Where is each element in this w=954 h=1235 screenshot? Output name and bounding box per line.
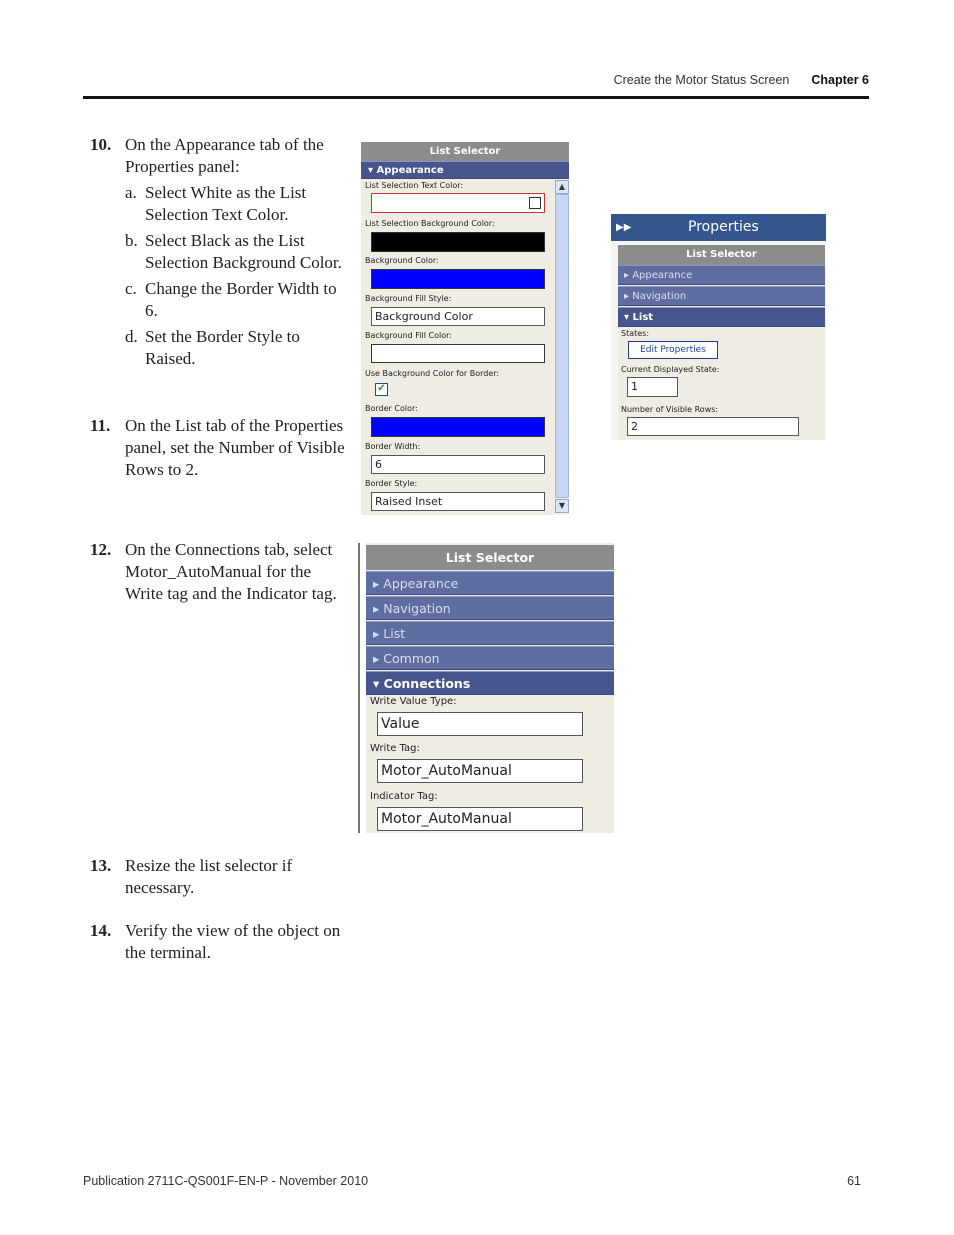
step-text: On the Connections tab, select Motor_AutoManual for the Write tag and the Indicator tag. xyxy=(125,540,337,603)
common-section-header[interactable] xyxy=(366,646,614,670)
collapsed-triangle-icon: ▸ xyxy=(373,601,380,616)
list-section-header[interactable] xyxy=(366,621,614,645)
states-label: States: xyxy=(621,329,650,338)
substep-d xyxy=(125,326,350,370)
navigation-section-header[interactable] xyxy=(618,286,825,306)
fill-style-select[interactable]: Background Color xyxy=(371,307,545,326)
border-width-input[interactable]: 6 xyxy=(371,455,545,474)
section-label: Navigation xyxy=(383,601,451,616)
navigation-section-header[interactable] xyxy=(366,596,614,620)
properties-header xyxy=(611,214,826,241)
selection-bg-color-swatch[interactable] xyxy=(371,232,545,252)
write-tag-label: Write Tag: xyxy=(370,743,420,754)
indicator-tag-label: Indicator Tag: xyxy=(370,791,438,802)
border-width-label: Border Width: xyxy=(365,442,421,451)
bg-color-label: List Selection Background Color: xyxy=(365,219,495,228)
step-number: 11. xyxy=(90,416,111,435)
text-color-swatch[interactable] xyxy=(371,193,545,213)
step-14 xyxy=(90,920,350,964)
step-10 xyxy=(90,134,350,370)
scrollbar[interactable] xyxy=(554,179,569,515)
step-number: 12. xyxy=(90,540,112,559)
visible-rows-input[interactable]: 2 xyxy=(627,417,799,436)
list-section-header[interactable] xyxy=(618,307,825,327)
section-label: Appearance xyxy=(632,270,693,281)
background-color-label: Background Color: xyxy=(365,256,439,265)
step-number: 13. xyxy=(90,856,112,875)
step-text: On the List tab of the Properties panel, set the Number of Visible Rows to 2. xyxy=(125,416,345,479)
collapsed-triangle-icon: ▸ xyxy=(373,626,380,641)
page-number: 61 xyxy=(847,1174,861,1188)
connections-section-header[interactable] xyxy=(366,671,614,695)
text-color-label: List Selection Text Color: xyxy=(365,181,464,190)
appearance-panel-screenshot xyxy=(361,142,569,515)
section-label: Appearance xyxy=(383,576,459,591)
section-title: Create the Motor Status Screen xyxy=(613,73,790,87)
section-label: Connections xyxy=(383,676,471,691)
substep-text: Select White as the List Selection Text Color. xyxy=(145,183,307,224)
substep-text: Set the Border Style to Raised. xyxy=(145,327,300,368)
step-11 xyxy=(90,415,350,481)
expanded-triangle-icon: ▾ xyxy=(368,165,374,176)
border-color-swatch[interactable] xyxy=(371,417,545,437)
panel-title: List Selector xyxy=(361,142,569,161)
collapse-arrows-icon[interactable]: ▶▶ xyxy=(616,222,632,233)
fill-color-label: Background Fill Color: xyxy=(365,331,452,340)
step-text: On the Appearance tab of the Properties panel: xyxy=(125,135,324,176)
connections-panel-screenshot xyxy=(358,543,614,833)
color-picker-icon xyxy=(529,197,541,209)
background-color-swatch[interactable] xyxy=(371,269,545,289)
substep-letter: a. xyxy=(125,183,137,202)
substep-letter: c. xyxy=(125,279,137,298)
step-12 xyxy=(90,539,350,605)
current-state-label: Current Displayed State: xyxy=(621,365,720,374)
scroll-thumb[interactable] xyxy=(555,194,569,498)
step-number: 14. xyxy=(90,921,112,940)
rows-label: Number of Visible Rows: xyxy=(621,405,719,414)
appearance-section-header[interactable] xyxy=(618,265,825,285)
publication-footer: Publication 2711C-QS001F-EN-P - November 2010 xyxy=(83,1174,369,1188)
properties-title: Properties xyxy=(688,219,759,235)
section-label: Appearance xyxy=(376,165,444,176)
list-panel-screenshot xyxy=(611,214,826,440)
substep-text: Select Black as the List Selection Background Color. xyxy=(145,231,342,272)
appearance-section-header[interactable] xyxy=(366,571,614,595)
border-style-label: Border Style: xyxy=(365,479,418,488)
write-tag-input[interactable]: Motor_AutoManual xyxy=(377,759,583,783)
fill-style-label: Background Fill Style: xyxy=(365,294,452,303)
step-number: 10. xyxy=(90,135,112,154)
border-color-label: Border Color: xyxy=(365,404,418,413)
panel-left-edge xyxy=(358,543,360,833)
expanded-triangle-icon: ▾ xyxy=(373,676,380,691)
section-label: List xyxy=(383,626,406,641)
running-header xyxy=(614,73,869,87)
header-rule xyxy=(83,96,869,99)
section-label: Common xyxy=(383,651,440,666)
indicator-tag-input[interactable]: Motor_AutoManual xyxy=(377,807,583,831)
write-type-select[interactable]: Value xyxy=(377,712,583,736)
panel-title: List Selector xyxy=(366,545,614,570)
substep-text: Change the Border Width to 6. xyxy=(145,279,337,320)
expanded-triangle-icon: ▾ xyxy=(624,312,630,323)
section-label: List xyxy=(632,312,654,323)
appearance-fields xyxy=(361,179,553,515)
substep-letter: b. xyxy=(125,231,138,250)
step-13 xyxy=(90,855,350,899)
step-text: Resize the list selector if necessary. xyxy=(125,856,293,897)
collapsed-triangle-icon: ▸ xyxy=(624,270,630,281)
use-bg-border-label: Use Background Color for Border: xyxy=(365,369,500,378)
write-type-label: Write Value Type: xyxy=(370,696,457,707)
scroll-down-icon[interactable]: ▼ xyxy=(555,499,569,513)
step-text: Verify the view of the object on the terminal. xyxy=(125,921,341,962)
section-label: Navigation xyxy=(632,291,687,302)
collapsed-triangle-icon: ▸ xyxy=(373,576,380,591)
substep-c xyxy=(125,278,350,322)
list-selector-body xyxy=(366,543,614,833)
collapsed-triangle-icon: ▸ xyxy=(624,291,630,302)
border-style-select[interactable]: Raised Inset xyxy=(371,492,545,511)
edit-properties-button[interactable]: Edit Properties xyxy=(628,341,718,359)
fill-color-swatch[interactable] xyxy=(371,344,545,363)
scroll-up-icon[interactable]: ▲ xyxy=(555,180,569,194)
current-state-input[interactable]: 1 xyxy=(627,377,678,397)
use-bg-border-checkbox[interactable]: ✔ xyxy=(375,383,388,396)
substep-a xyxy=(125,182,350,226)
chapter-label: Chapter 6 xyxy=(811,73,869,87)
appearance-section-header[interactable] xyxy=(361,161,569,179)
substep-letter: d. xyxy=(125,327,138,346)
substep-b xyxy=(125,230,350,274)
collapsed-triangle-icon: ▸ xyxy=(373,651,380,666)
panel-title: List Selector xyxy=(618,245,825,265)
list-selector-body xyxy=(618,245,825,440)
